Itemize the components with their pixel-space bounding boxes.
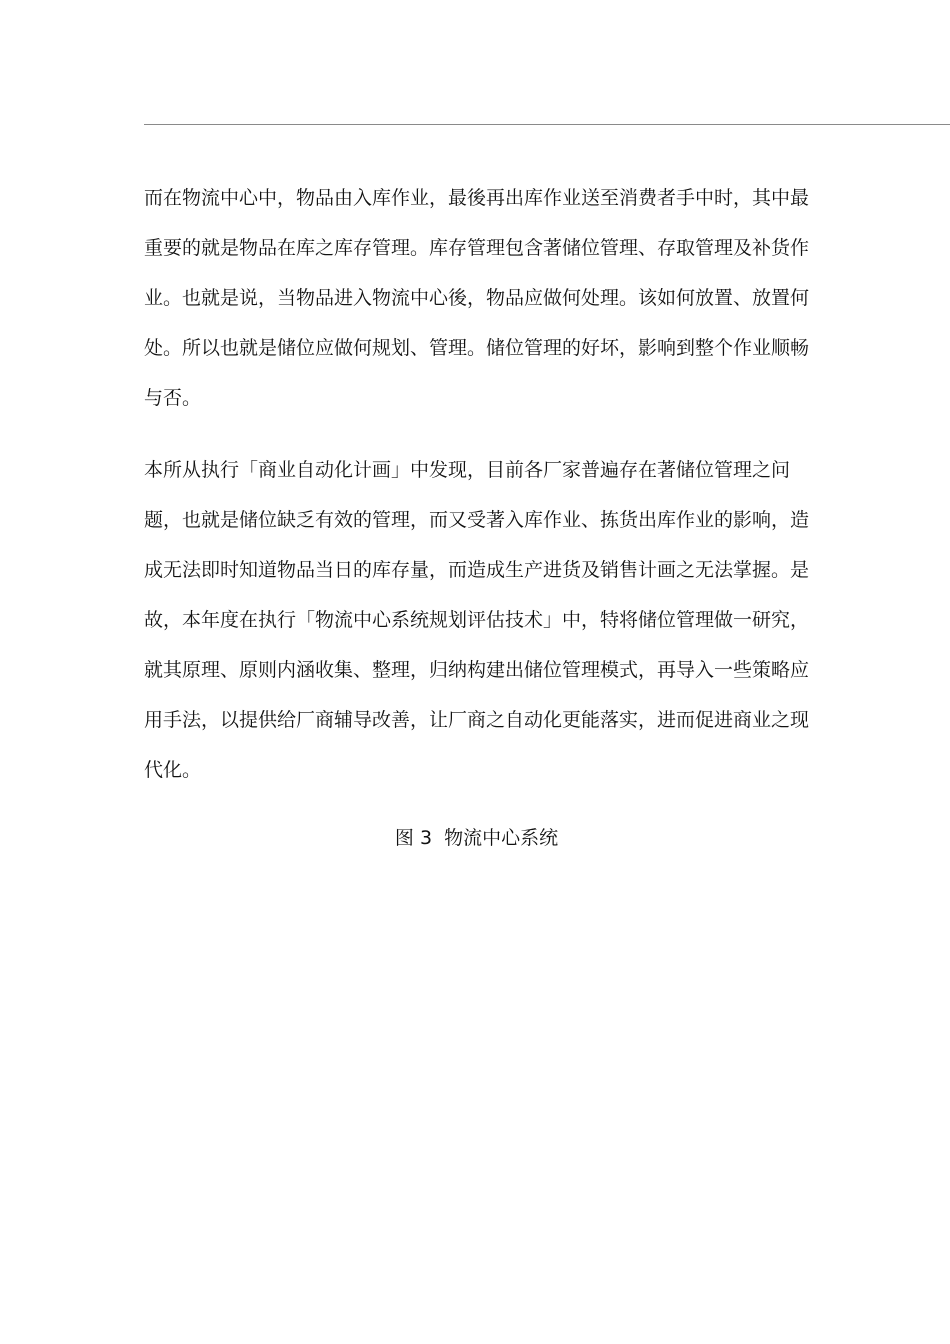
document-body xyxy=(144,173,809,863)
paragraph-research-background: 本所从执行「商业自动化计画」中发现，目前各厂家普遍存在著储位管理之问题，也就是储位缺乏有效的管理，而又受著入库作业、拣货出库作业的影响，造成无法即时知道物品当日的库存量，而造成生产进货及销售计画之无法掌握。是故，本年度在执行「物流中心系统规划评估技术」中，特将储位管理做一研究，就其原理、原则内涵收集、整理，归纳构建出储位管理模式，再导入一些策略应用手法，以提供给厂商辅导改善，让厂商之自动化更能落实，进而促进商业之现代化。 xyxy=(144,459,810,781)
header-divider xyxy=(144,124,950,125)
figure-label: 图 3 xyxy=(394,827,433,849)
figure-title: 物流中心系统 xyxy=(444,827,559,849)
figure-caption xyxy=(144,813,809,863)
paragraph-inventory-management: 而在物流中心中，物品由入库作业，最後再出库作业送至消费者手中时，其中最重要的就是物品在库之库存管理。库存管理包含著储位管理、存取管理及补货作业。也就是说，当物品进入物流中心後，物品应做何处理。该如何放置、放置何处。所以也就是储位应做何规划、管理。储位管理的好坏，影响到整个作业顺畅与否。 xyxy=(144,187,810,409)
